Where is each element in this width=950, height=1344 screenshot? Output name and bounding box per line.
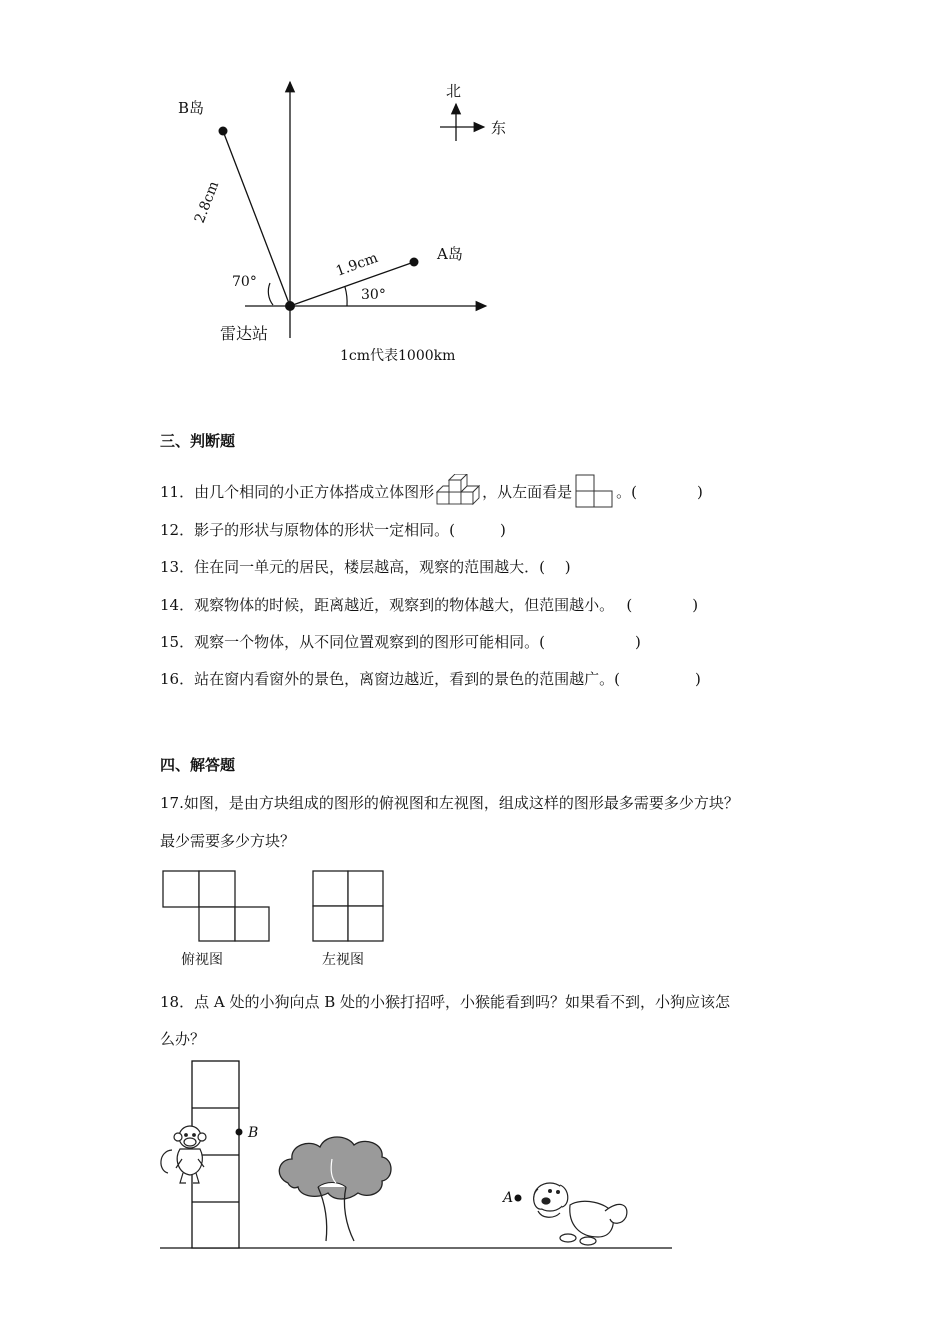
question-13: 13．住在同一单元的居民，楼层越高，观察的范围越大．( ) [160, 558, 571, 576]
question-18-line-1: 18．点 A 处的小狗向点 B 处的小猴打招呼，小猴能看到吗？如果看不到，小狗应该怎 [160, 993, 731, 1011]
question-17-line-1: 17.如图，是由方块组成的图形的俯视图和左视图，组成这样的图形最多需要多少方块？ [160, 794, 739, 812]
question-18-line-2: 么办？ [160, 1030, 206, 1048]
section-4-title: 四、解答题 [160, 756, 236, 774]
tree-icon [279, 1137, 391, 1241]
left-view-label: 左视图 [322, 952, 364, 968]
left-view-figure [310, 868, 386, 944]
label-dist-a: 1.9cm [333, 249, 381, 280]
label-east: 东 [491, 119, 507, 137]
label-island-b: B岛 [178, 99, 205, 117]
label-north: 北 [446, 82, 462, 100]
point-b [236, 1129, 243, 1136]
radar-diagram [0, 0, 950, 380]
question-11-part1: 11．由几个相同的小正方体搭成立体图形 [160, 482, 435, 501]
question-17-line-2: 最少需要多少方块？ [160, 832, 296, 850]
cube-stack-icon [436, 474, 480, 508]
left-view-icon [574, 474, 614, 508]
label-radar-station: 雷达站 [220, 324, 269, 343]
label-island-a: A岛 [437, 245, 463, 263]
radar-station-point [285, 301, 295, 311]
label-scale: 1cm代表1000km [340, 348, 456, 364]
label-angle-70: 70° [232, 274, 257, 290]
dog-icon [534, 1183, 627, 1245]
section-3-title: 三、判断题 [160, 432, 236, 450]
angle-arc-30 [345, 287, 347, 306]
label-point-a: A [503, 1190, 514, 1206]
question-16: 16．站在窗内看窗外的景色，离窗边越近，看到的景色的范围越广。( ) [160, 670, 701, 688]
question-11-part2: ，从左面看是 [482, 482, 573, 501]
label-dist-b: 2.8cm [191, 179, 223, 226]
label-angle-30: 30° [361, 287, 386, 303]
label-point-b: B [248, 1125, 259, 1141]
angle-arc-70 [268, 283, 273, 305]
question-15: 15．观察一个物体，从不同位置观察到的图形可能相同。( ) [160, 633, 641, 651]
question-11-part3: 。( ) [616, 482, 703, 501]
point-a [515, 1195, 522, 1202]
question-18-scene [150, 1055, 690, 1255]
top-view-figure [160, 868, 272, 944]
top-view-label: 俯视图 [181, 952, 223, 968]
question-14: 14．观察物体的时候，距离越近，观察到的物体越大，但范围越小。 ( ) [160, 596, 699, 614]
point-b-island [219, 127, 228, 136]
question-12: 12．影子的形状与原物体的形状一定相同。( ) [160, 521, 506, 539]
point-a-island [410, 258, 419, 267]
question-11 [160, 474, 703, 508]
